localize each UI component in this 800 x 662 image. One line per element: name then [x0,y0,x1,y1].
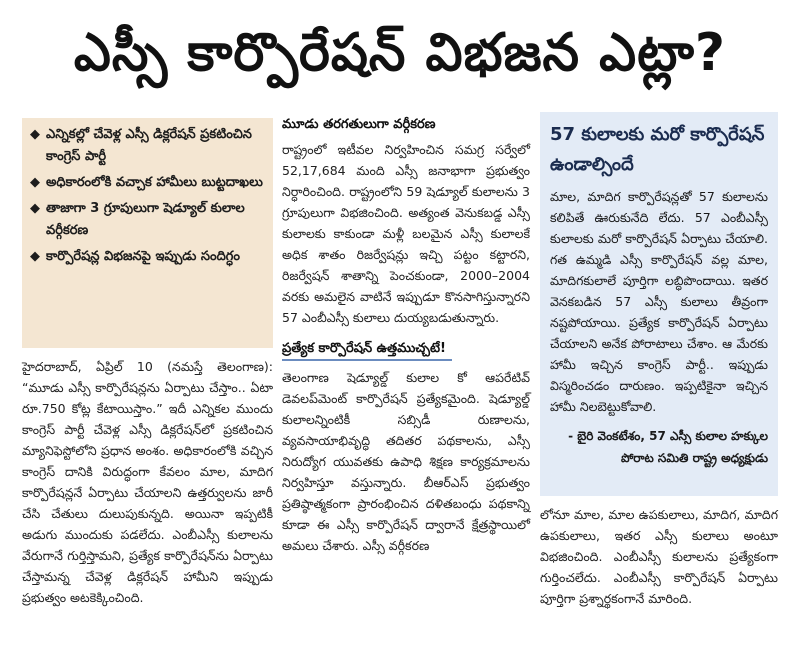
headline: ఎస్సీ కార్పొరేషన్ విభజన ఎట్లా? [73,23,727,83]
mid-para-1: రాష్ట్రంలో ఇటీవల నిర్వహించిన సమగ్ర సర్వేలో 52,17,684 మంది ఎస్సీ జనాభాగా ప్రభుత్వం నిర్ధారించింది. రాష్ట్రంలోని 59 షెడ్యూల్ కులాలను 3 గ్రూపులుగా విభజించింది. అత్యంత వెనుకబడ్డ ఎస్సీ కులాలకు కాకుండా మళ్లీ బలమైన ఎస్సీ కులాలకే అధిక శాతం రిజర్వేషన్లు ఇచ్చి పట్టం కట్టారని, రిజర్వేషన్ శాతాన్ని పెంచకుండా, 2000–2004 వరకు అమలైన వాటినే ఇప్పుడూ కొనసాగిస్తున్నారని 57 ఎంబీఎస్సీ కులాలు దుయ్యబడుతున్నారు. [282,142,530,325]
highlight-item [30,198,265,242]
highlight-text: ఎన్నికల్లో చేవెళ్ల ఎస్సీ డిక్లరేషన్ ప్రకటించిన కాంగ్రెస్ పార్టీ [46,127,252,164]
mid-para-2: తెలంగాణ షెడ్యూల్డ్ కులాల కో ఆపరేటివ్ డెవలప్‌మెంట్ కార్పొరేషన్ ప్రత్యేకమైంది. షెడ్యూల్డ్ కులాలన్నింటికీ సబ్సిడీ రుణాలను, వ్యవసాయాభివృద్ధి తదితర పథకాలను, ఎస్సీ నిరుద్యోగ యువతకు ఉపాధి శిక్షణ కార్యక్రమాలను నిర్వహిస్తూ వస్తున్నారు. బీఆర్‌ఎస్ ప్రభుత్వం ప్రతిష్ఠాత్మకంగా ప్రారంభించిన దళితబంధు పథకాన్ని కూడా ఈ ఎస్సీ కార్పొరేషన్ ద్వారానే క్షేత్రస్థాయిలో అమలు చేశారు. ఎస్సీ వర్గీకరణ [282,370,530,553]
bullet-icon: ◆ [30,201,40,216]
left-column-text [22,356,273,608]
bullet-icon: ◆ [30,249,40,264]
quote-title: 57 కులాలకు మరో కార్పొరేషన్ ఉండాల్సిందే [550,124,765,175]
highlight-item [30,246,265,268]
middle-column [282,114,530,556]
highlight-item [30,172,265,194]
quote-attribution: - బైరి వెంకటేశం, 57 ఎస్సీ కులాల హక్కుల పోరాట సమితి రాష్ట్ర అధ్యక్షుడు [568,429,768,465]
highlight-text: కార్పొరేషన్ల విభజనపై ఇప్పుడు సందిగ్ధం [46,249,240,264]
quote-box [540,112,778,496]
subhead-classification: మూడు తరగతులుగా వర్గీకరణ [282,117,436,132]
subhead-special-corporation: ప్రత్యేక కార్పొరేషన్ ఉత్తముచ్చటే! [282,338,452,361]
right-column-continued [540,504,778,609]
right-bottom-text: లోనూ మాల, మాల ఉపకులాలు, మాదిగ, మాదిగ ఉపకులాలు, ఇతర ఎస్సీ కులాలు అంటూ విభజించింది. ఎంబీఎస్సీ కులాలను ప్రత్యేకంగా గుర్తించలేదు. ఎంబీఎస్సీ కార్పొరేషన్ ఏర్పాటు పూర్తిగా ప్రశ్నార్థకంగానే మారింది. [540,507,778,606]
highlight-text: తాజాగా 3 గ్రూపులుగా షెడ్యూల్ కులాల వర్గీకరణ [46,201,245,238]
quote-body: మాల, మాదిగ కార్పొరేషన్లతో 57 కులాలను కలిపితే ఊరుకునేది లేదు. 57 ఎంబీఎస్సీ కులాలకు మరో కార్పొరేషన్ ఏర్పాటు చేయాలి. గత ఉమ్మడి ఎస్సీ కార్పొరేషన్ వల్ల మాల, మాదిగకులాలే పూర్తిగా లబ్ధిపొందాయి. ఇతర వెనకబడిన 57 ఎస్సీ కులాలు తీవ్రంగా నష్టపోయాయి. ప్రత్యేక కార్పొరేషన్ ఏర్పాటు చేయాలని అనేక పోరాటాలు చేశాం. ఆ మేరకు హామీ ఇచ్చిన కాంగ్రెస్ పార్టీ.. ఇప్పుడు విస్మరించడం దారుణం. ఇప్పటికైనా ఇచ్చిన హామీ నిలబెట్టుకోవాలి. [550,189,768,414]
bullet-icon: ◆ [30,175,40,190]
left-body: “మూడు ఎస్సీ కార్పొరేషన్లను ఏర్పాటు చేస్తాం.. ఏటా రూ.750 కోట్ల కేటాయిస్తాం.” ఇదీ ఎన్నికల ముందు కాంగ్రెస్ పార్టీ చేవెళ్ల ఎస్సీ డిక్లరేషన్‌లో ప్రకటించిన మ్యానిఫెస్టోలోని ప్రధాన అంశం. అధికారంలోకి వచ్చిన కాంగ్రెస్ దానికి విరుద్ధంగా కేవలం మాల, మాదిగ కార్పొరేషన్లనే ఏర్పాటు చేయాలని ఉత్తర్వులను జారీ చేసి చేతులు దులుపుకున్నది. అయినా ఇప్పటికీ అడుగు ముందుకు పడలేదు. ఎంబీఎస్సీ కులాలను వేరుగానే గుర్తిస్తామని, ప్రత్యేక కార్పొరేషన్‌ను ఏర్పాటు చేస్తామన్న చేవెళ్ల డిక్లరేషన్ హామీని ఇప్పుడు ప్రభుత్వం అటకెక్కించింది. [22,380,273,605]
left-column [22,356,273,608]
highlight-item [30,124,265,168]
highlights-box [22,118,273,348]
highlight-text: అధికారంలోకి వచ్చాక హామీలు బుట్టదాఖలు [46,175,263,190]
dateline: హైదరాబాద్, ఏప్రిల్ 10 (నమస్తే తెలంగాణ): [22,359,273,374]
bullet-icon: ◆ [30,127,40,142]
